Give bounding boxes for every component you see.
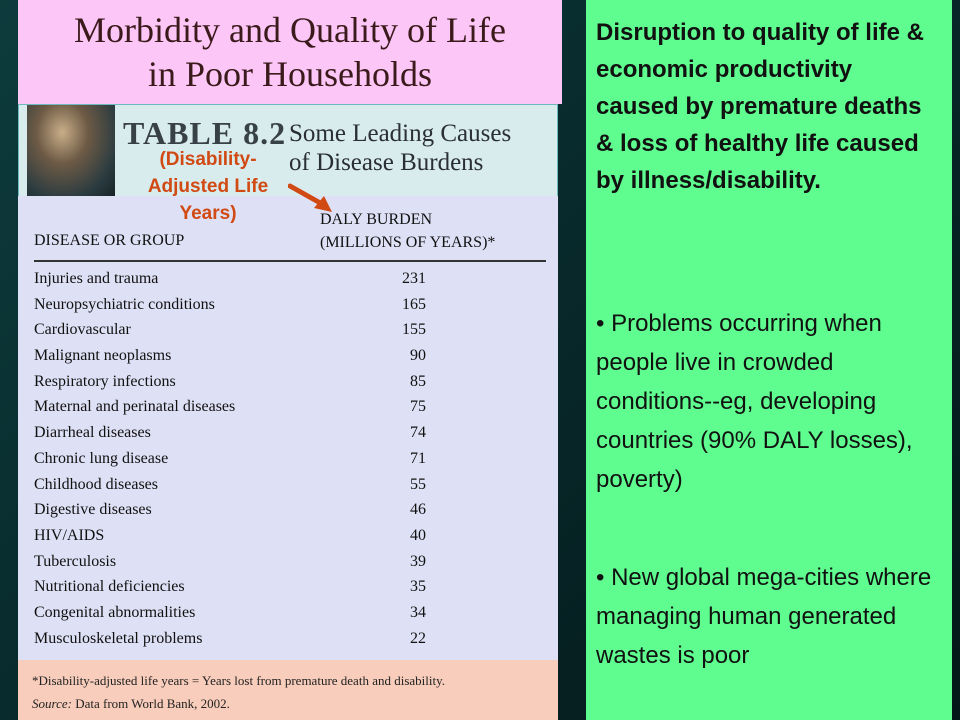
source-label: Source: [32, 696, 72, 711]
row-label: Maternal and perinatal diseases [34, 398, 236, 416]
row-label: Congenital abnormalities [34, 603, 196, 621]
table-caption [289, 119, 511, 177]
column-header-daly-line-1: DALY BURDEN [320, 211, 433, 228]
footnote-box [18, 660, 558, 720]
row-value: 35 [410, 578, 426, 596]
row-value: 75 [410, 398, 426, 416]
table-row [18, 396, 558, 422]
annotation-line-1: (Disability- [159, 149, 257, 170]
table-number: TABLE 8.2 [123, 115, 287, 151]
row-value: 40 [410, 526, 426, 544]
row-value: 71 [410, 449, 426, 467]
annotation-line-3: Years) [179, 203, 237, 224]
row-value: 34 [410, 603, 426, 621]
table-row [18, 499, 558, 525]
row-label: Injuries and trauma [34, 270, 159, 287]
table-row [18, 371, 558, 397]
table-row [18, 474, 558, 500]
table-row [18, 602, 558, 628]
row-label: Respiratory infections [34, 372, 176, 390]
table-row [18, 525, 558, 551]
table-caption-line-2: of Disease Burdens [289, 149, 484, 176]
bullet-crowded-conditions: • Problems occurring when people live in crowded conditions--eg, developing countries (90% DALY losses), poverty) [596, 310, 913, 493]
row-value: 46 [410, 501, 426, 519]
row-value: 155 [402, 321, 426, 339]
table-row [18, 551, 558, 577]
row-label: Digestive diseases [34, 501, 152, 519]
row-label: Childhood diseases [34, 475, 158, 493]
column-header-daly-line-2: (MILLIONS OF YEARS)* [320, 234, 496, 251]
row-value: 55 [410, 475, 426, 493]
annotation-line-2: Adjusted Life [147, 176, 269, 197]
daly-annotation [114, 146, 302, 227]
row-value: 165 [402, 295, 426, 313]
table-row [18, 448, 558, 474]
table-row [18, 345, 558, 371]
row-label: Diarrheal diseases [34, 424, 151, 442]
column-header-daly [320, 208, 495, 254]
source-text: Data from World Bank, 2002. [75, 696, 230, 711]
slide-title [18, 0, 562, 104]
row-label: Cardiovascular [34, 321, 131, 339]
slide-title-line-1: Morbidity and Quality of Life [74, 10, 506, 50]
row-value: 39 [410, 552, 426, 570]
column-header-disease: DISEASE OR GROUP [34, 232, 185, 249]
rocks-photo [27, 105, 115, 196]
slide-title-line-2: in Poor Households [147, 54, 432, 94]
table-body [18, 196, 558, 672]
row-label: Nutritional deficiencies [34, 578, 185, 596]
row-label: Musculoskeletal problems [34, 629, 203, 647]
table-row [18, 422, 558, 448]
row-value: 22 [410, 629, 426, 647]
table-row [18, 319, 558, 345]
source-line [32, 696, 230, 712]
table-row [18, 576, 558, 602]
row-value: 85 [410, 372, 426, 390]
text-panel [586, 0, 952, 720]
table-row [18, 294, 558, 320]
table-caption-line-1: Some Leading Causes [289, 120, 512, 147]
panel-heading: Disruption to quality of life & economic productivity caused by premature deaths & loss of healthy life caused by illness/disability. [596, 19, 924, 194]
row-label: Tuberculosis [34, 552, 117, 570]
row-label: Chronic lung disease [34, 449, 169, 467]
row-label: Malignant neoplasms [34, 347, 172, 365]
table-rows [18, 268, 558, 653]
row-label: Neuropsychiatric conditions [34, 295, 215, 313]
row-label: HIV/AIDS [34, 526, 105, 544]
row-value: 231 [402, 270, 426, 287]
row-value: 74 [410, 424, 426, 442]
footnote-text: *Disability-adjusted life years = Years lost from premature death and disability. [32, 673, 446, 688]
header-divider [34, 260, 546, 262]
bullet-mega-cities: • New global mega-cities where managing human generated wastes is poor [596, 564, 932, 669]
row-value: 90 [410, 347, 426, 365]
table-row [18, 268, 558, 294]
table-row [18, 628, 558, 654]
annotation-arrow-icon [288, 182, 338, 216]
